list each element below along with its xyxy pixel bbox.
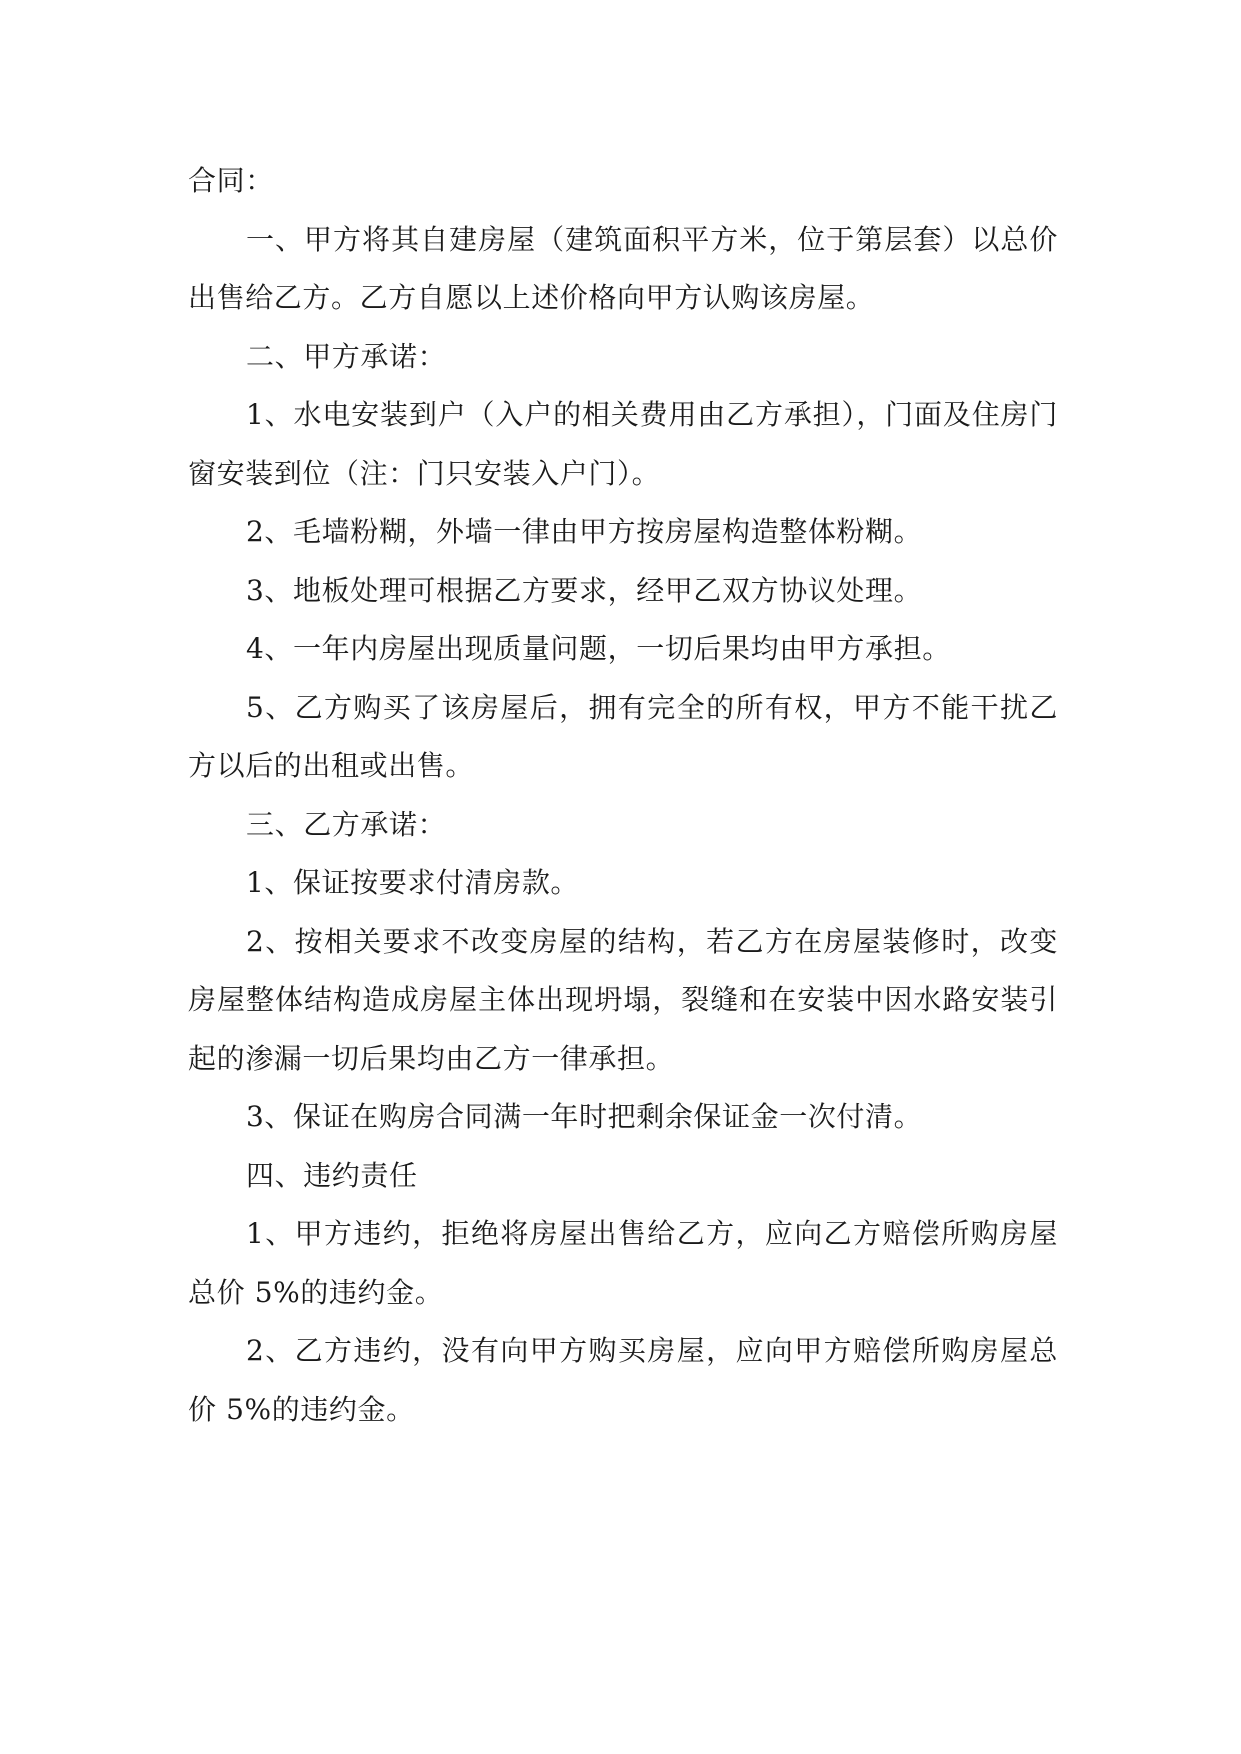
paragraph-breach-item-1: 1、甲方违约，拒绝将房屋出售给乙方，应向乙方赔偿所购房屋总价 5%的违约金。 bbox=[188, 1217, 1058, 1309]
paragraph-party-a-item-2: 2、毛墙粉糊，外墙一律由甲方按房屋构造整体粉糊。 bbox=[246, 515, 923, 548]
paragraph-party-a-item-1: 1、水电安装到户（入户的相关费用由乙方承担），门面及住房门窗安装到位（注：门只安装入户门）。 bbox=[188, 398, 1058, 490]
paragraph-party-b-item-2: 2、按相关要求不改变房屋的结构，若乙方在房屋装修时，改变房屋整体结构造成房屋主体出现坍塌，裂缝和在安装中因水路安装引起的渗漏一切后果均由乙方一律承担。 bbox=[188, 924, 1058, 1075]
paragraph-party-a-item-4: 4、一年内房屋出现质量问题，一切后果均由甲方承担。 bbox=[246, 632, 951, 665]
paragraph-party-a-item-5: 5、乙方购买了该房屋后，拥有完全的所有权，甲方不能干扰乙方以后的出租或出售。 bbox=[188, 690, 1058, 782]
paragraph-party-a-item-3: 3、地板处理可根据乙方要求，经甲乙双方协议处理。 bbox=[246, 573, 923, 607]
document-body bbox=[188, 152, 1058, 1439]
paragraph-breach-item-2: 2、乙方违约，没有向甲方购买房屋，应向甲方赔偿所购房屋总价 5%的违约金。 bbox=[188, 1334, 1058, 1426]
paragraph-clause-1: 一、甲方将其自建房屋（建筑面积平方米，位于第层套）以总价出售给乙方。乙方自愿以上述价格向甲方认购该房屋。 bbox=[188, 222, 1058, 314]
paragraph-party-b-item-1: 1、保证按要求付清房款。 bbox=[246, 866, 580, 899]
paragraph-contract-label: 合同： bbox=[188, 164, 274, 197]
paragraph-party-a-promises-heading: 二、甲方承诺： bbox=[246, 339, 447, 373]
paragraph-party-b-promises-heading: 三、乙方承诺： bbox=[246, 807, 447, 841]
paragraph-breach-heading: 四、违约责任 bbox=[246, 1158, 418, 1192]
paragraph-party-b-item-3: 3、保证在购房合同满一年时把剩余保证金一次付清。 bbox=[246, 1100, 923, 1133]
